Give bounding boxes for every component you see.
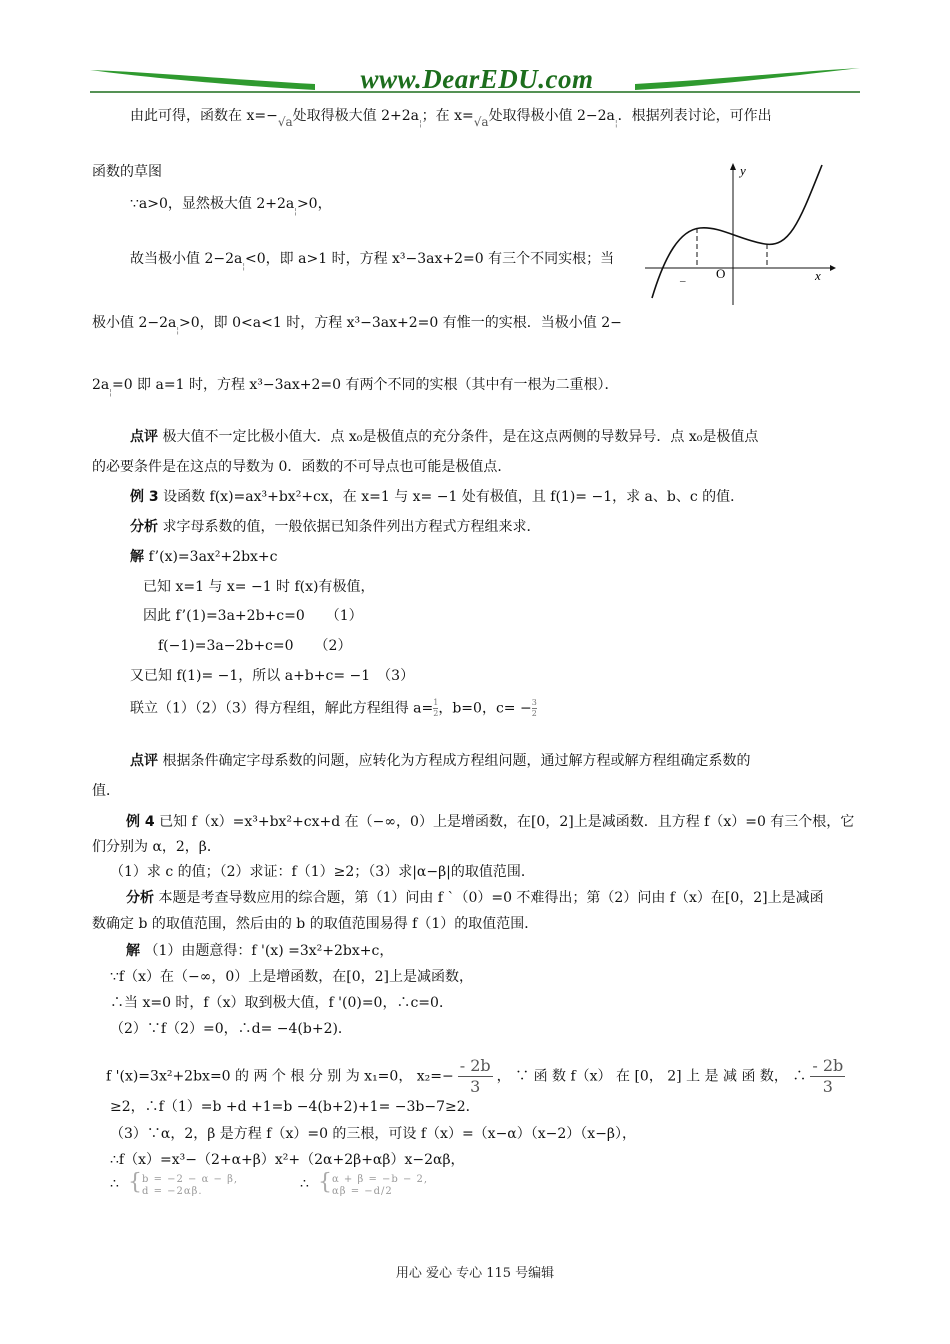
text-line: 值． [92, 783, 120, 799]
site-header [90, 62, 860, 98]
text-line [126, 941, 393, 961]
text-segment: 故当极小值 2−2a [130, 251, 243, 267]
comment-heading: 点评 [130, 753, 158, 769]
text-line: 又已知 f(1)= −1，所以 a+b+c= −1 （3） [130, 668, 415, 684]
x-axis-label: x [815, 268, 821, 283]
text-segment: >0， [296, 196, 332, 212]
text-segment: ， ∵ 函 数 f（x） 在 [0， 2] 上 是 减 函 数， ∴ [496, 1068, 807, 1085]
text-segment: 极小值 2−2a [92, 315, 177, 331]
small-exponent: ¦ [176, 326, 180, 335]
text-segment: =0 即 a=1 时，方程 x³−3ax+2=0 有两个不同的实根（其中有一根为二重根）． [111, 377, 619, 393]
text-segment: 由此可得，函数在 x=− [130, 108, 278, 124]
system-eq-1-bottom: d = −2αβ. [142, 1186, 203, 1197]
text-line: ≥2，∴f（1）=b +d +1=b −4(b+2)+1= −3b−7≥2． [110, 1099, 480, 1115]
text-segment: 处取得极小值 2−2a [488, 108, 615, 124]
text-line [130, 106, 772, 134]
fraction-minus-2b-over-3: $\frac{- 2b}{3}$ [459, 1056, 491, 1096]
site-logo[interactable]: www.DearEDU.com [360, 64, 594, 94]
text-line [130, 194, 332, 222]
text-line [130, 698, 537, 719]
text-line: 函数的草图 [92, 164, 162, 180]
text-line: （2）∵f（2）=0，∴d= −4(b+2)． [110, 1021, 352, 1037]
text-line [130, 249, 614, 277]
text-line [130, 517, 540, 537]
text-line [130, 487, 744, 507]
origin-label: O [716, 266, 726, 281]
minus-mark: – [680, 275, 686, 287]
text-line: ∴当 x=0 时，f（x）取到极大值，f '(0)=0，∴c=0． [110, 995, 453, 1011]
small-exponent: ¦ [242, 262, 246, 271]
text-line: 们分别为 α，2，β． [92, 839, 221, 855]
y-axis-arrow [730, 163, 736, 170]
text-segment: 设函数 f(x)=ax³+bx²+cx，在 x=1 与 x= −1 处有极值，且 f(1)= −1，求 a、b、c 的值． [163, 489, 745, 505]
text-line [106, 1056, 849, 1097]
text-segment: 极大值不一定比极小值大．点 x₀是极值点的充分条件，是在这点两侧的导数异号．点 x₀是极值点 [162, 429, 759, 445]
text-line: 因此 f’(1)=3a+2b+c=0 （1） [143, 608, 363, 624]
text-line: （1）求 c 的值；（2）求证：f（1）≥2；（3）求|α−β|的取值范围． [110, 864, 535, 880]
text-segment: f '(x)=3x²+2bx=0 的 两 个 根 分 别 为 x₁=0， x₂=− [106, 1068, 454, 1085]
text-segment: （1）由题意得：f '(x) =3x²+2bx+c， [144, 943, 394, 959]
text-line: 已知 x=1 与 x= −1 时 f(x)有极值， [143, 579, 375, 595]
text-line: 的必要条件是在这点的导数为 0．函数的不可导点也可能是极值点． [92, 459, 512, 475]
text-line [130, 547, 278, 567]
example-heading: 例 3 [130, 489, 159, 505]
text-segment: ．根据列表讨论，可作出 [617, 108, 772, 124]
text-segment: ；在 x= [421, 108, 474, 124]
example-heading: 例 4 [126, 814, 155, 830]
page-footer: 用心 爱心 专心 115 号编辑 [395, 1266, 555, 1281]
solution-heading: 解 [126, 943, 140, 959]
therefore-symbol: ∴ [300, 1176, 309, 1192]
left-brace: { [318, 1170, 333, 1195]
text-segment: >0，即 0<a<1 时，方程 x³−3ax+2=0 有惟一的实根．当极小值 2− [179, 315, 622, 331]
therefore-symbol: ∴ [110, 1176, 119, 1192]
analysis-heading: 分析 [126, 890, 154, 906]
text-segment: ，b=0，c= − [438, 700, 532, 717]
text-segment: 联立（1）（2）（3）得方程组，解此方程组得 a= [130, 700, 434, 717]
sqrt-a: √a [277, 115, 293, 129]
text-segment: f’(x)=3ax²+2bx+c [148, 549, 278, 565]
text-line: 数确定 b 的取值范围，然后由的 b 的取值范围易得 f（1）的取值范围． [92, 916, 539, 932]
small-exponent: ¦ [418, 119, 422, 128]
text-line [92, 375, 619, 403]
text-line: （3）∵α，2，β 是方程 f（x）=0 的三根，可设 f（x）=（x−α）（x−2）（x−β）， [110, 1126, 637, 1142]
cubic-curve [652, 165, 822, 298]
text-line [126, 812, 854, 832]
cubic-function-graph [640, 160, 840, 310]
text-segment: 2a [92, 377, 110, 393]
comment-heading: 点评 [130, 429, 158, 445]
text-line: f(−1)=3a−2b+c=0 （2） [158, 638, 352, 654]
text-segment: ∵a>0，显然极大值 2+2a [130, 196, 295, 212]
system-eq-1-top: b = −2 − α − β, [142, 1174, 239, 1185]
small-exponent: ¦ [294, 207, 297, 216]
text-segment: 已知 f（x）=x³+bx²+cx+d 在（−∞，0）上是增函数，在[0，2]上是减函数．且方程 f（x）=0 有三个根，它 [159, 814, 855, 830]
fraction-minus-2b-over-3: $\frac{- 2b}{3}$ [812, 1056, 844, 1096]
y-axis-label: y [740, 163, 746, 178]
sqrt-a: √a [473, 115, 489, 129]
analysis-heading: 分析 [130, 519, 158, 535]
text-line: ∵f（x）在（−∞，0）上是增函数，在[0，2]上是减函数， [110, 969, 474, 985]
left-brace: { [128, 1170, 143, 1195]
text-line [126, 888, 824, 908]
text-line [130, 427, 758, 447]
solution-heading: 解 [130, 549, 144, 565]
system-eq-2-bottom: αβ = −d/2 [332, 1186, 393, 1197]
small-exponent: ¦ [109, 388, 112, 397]
small-exponent: ¦ [614, 119, 618, 128]
text-segment: 处取得极大值 2+2a [292, 108, 419, 124]
text-segment: 求字母系数的值，一般依据已知条件列出方程式方程组来求． [162, 519, 541, 535]
text-line [92, 313, 622, 341]
text-line: ∴f（x）=x³−（2+α+β）x²+（2α+2β+αβ）x−2αβ， [110, 1152, 465, 1168]
fraction-three-halves: $\frac{3}{2}$ [531, 698, 537, 718]
text-line [130, 751, 750, 771]
fraction-one-half: $\frac{1}{2}$ [433, 698, 439, 718]
x-axis-arrow [830, 265, 836, 271]
text-segment: 本题是考查导数应用的综合题，第（1）问由 f `（0）=0 不难得出；第（2）问由 f（x）在[0，2]上是减函 [158, 890, 824, 906]
text-segment: 根据条件确定字母系数的问题，应转化为方程成方程组问题，通过解方程或解方程组确定系数的 [162, 753, 751, 769]
system-eq-2-top: α + β = −b − 2, [332, 1174, 429, 1185]
text-segment: <0，即 a>1 时，方程 x³−3ax+2=0 有三个不同实根；当 [245, 251, 615, 267]
